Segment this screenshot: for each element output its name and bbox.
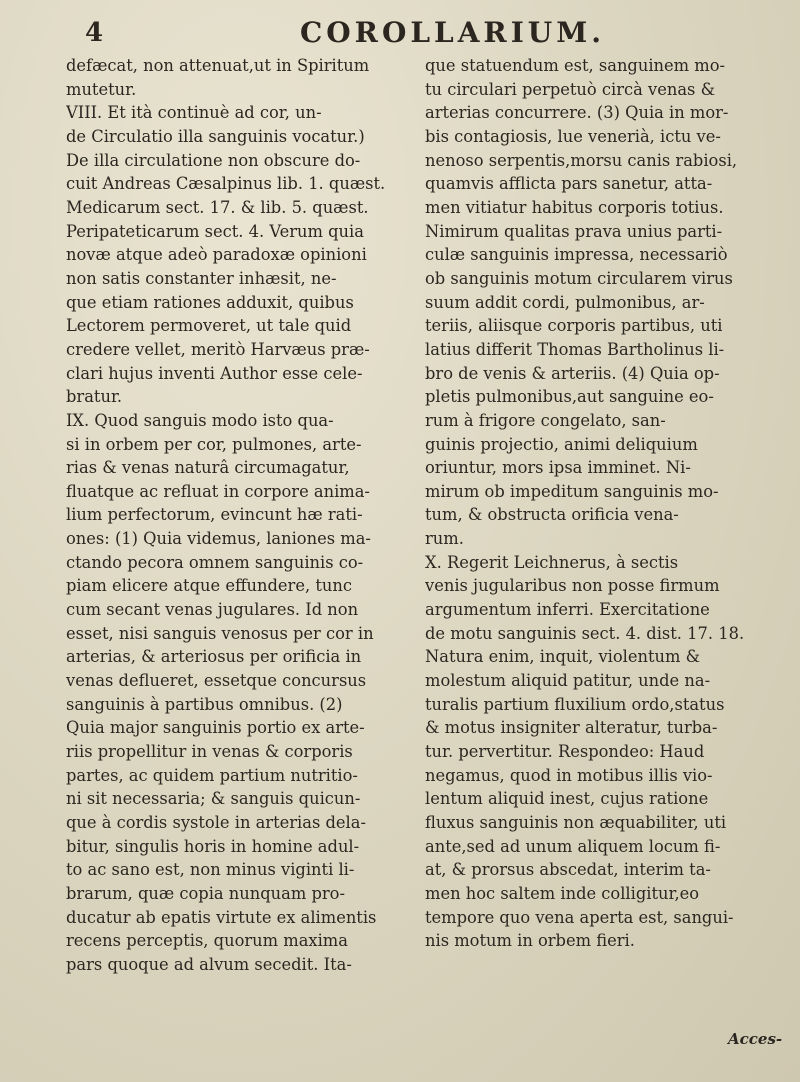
text-line: rum à frigore congelato, san- — [425, 410, 666, 430]
text-line: brarum, quæ copia nunquam pro- — [66, 883, 345, 903]
text-line: piam elicere atque effundere, tunc — [66, 576, 352, 596]
text-line: teriis, aliisque corporis partibus, uti — [425, 316, 723, 336]
text-line: ni sit necessaria; & sanguis quicun- — [66, 789, 361, 809]
text-line: men hoc saltem inde colligitur,eo — [425, 883, 700, 903]
text-line: tu circulari perpetuò circà venas & — [425, 79, 716, 99]
text-line: defæcat, non attenuat,ut in Spiritum — [66, 56, 370, 75]
text-line: Peripateticarum sect. 4. Verum quia — [66, 221, 364, 241]
text-line: bitur, singulis horis in homine adul- — [66, 836, 360, 856]
text-line: ones: (1) Quia videmus, laniones ma- — [66, 529, 371, 549]
text-line: & motus insigniter alteratur, turba- — [425, 718, 718, 738]
text-line: fluatque ac refluat in corpore anima- — [66, 481, 370, 501]
text-line: negamus, quod in motibus illis vio- — [425, 765, 713, 785]
text-line: turalis partium fluxilium ordo,status — [425, 694, 725, 714]
text-line: tum, & obstructa orificia vena- — [425, 505, 679, 525]
text-line: recens perceptis, quorum maxima — [66, 931, 348, 951]
text-line: lium perfectorum, evincunt hæ rati- — [66, 505, 363, 525]
text-line: que à cordis systole in arterias dela- — [66, 813, 366, 832]
text-line: que statuendum est, sanguinem mo- — [425, 56, 726, 75]
text-line: de Circulatio illa sanguinis vocatur.) — [66, 126, 365, 146]
text-line: nenoso serpentis,morsu canis rabiosi, — [425, 150, 738, 170]
text-line: bro de venis & arteriis. (4) Quia op- — [425, 363, 720, 383]
text-line: argumentum inferri. Exercitatione — [425, 600, 710, 620]
text-line: ctando pecora omnem sanguinis co- — [66, 552, 364, 572]
text-line: bratur. — [66, 387, 123, 407]
text-line: arterias, & arteriosus per orificia in — [66, 647, 362, 667]
text-line: venas deflueret, essetque concursus — [66, 671, 367, 691]
text-line: novæ atque adeò paradoxæ opinioni — [66, 245, 367, 265]
text-line: de motu sanguinis sect. 4. dist. 17. 18. — [425, 623, 745, 643]
text-line: to ac sano est, non minus viginti li- — [66, 860, 355, 880]
text-line: cum secant venas jugulares. Id non — [66, 600, 359, 620]
text-line: partes, ac quidem partium nutritio- — [66, 765, 358, 785]
text-line: men vitiatur habitus corporis totius. — [425, 197, 724, 217]
text-line: riis propellitur in venas & corporis — [66, 742, 353, 762]
text-line: pletis pulmonibus,aut sanguine eo- — [425, 387, 714, 407]
text-line: nis motum in orbem fieri. — [425, 931, 635, 951]
text-line: culæ sanguinis impressa, necessariò — [425, 245, 728, 265]
running-head: COROLLARIUM. — [300, 16, 605, 49]
text-line: clari hujus inventi Author esse cele- — [66, 363, 363, 383]
text-line: arterias concurrere. (3) Quia in mor- — [425, 103, 729, 123]
catchword: Acces- — [728, 1030, 783, 1048]
text-line: fluxus sanguinis non æquabiliter, uti — [425, 813, 727, 832]
text-line: Nimirum qualitas prava unius parti- — [425, 221, 723, 241]
text-line: suum addit cordi, pulmonibus, ar- — [425, 292, 705, 312]
text-line: bis contagiosis, lue venerià, ictu ve- — [425, 126, 721, 146]
text-line: quamvis afflicta pars sanetur, atta- — [425, 174, 713, 194]
text-line: esset, nisi sanguis venosus per cor in — [66, 623, 374, 643]
text-line: si in orbem per cor, pulmones, arte- — [66, 434, 362, 454]
text-line: mirum ob impeditum sanguinis mo- — [425, 481, 719, 501]
page-number: 4 — [85, 18, 104, 48]
text-line: De illa circulatione non obscure do- — [66, 150, 361, 170]
left-text-column — [66, 54, 394, 977]
text-line: venis jugularibus non posse firmum — [425, 576, 720, 596]
text-line: mutetur. — [66, 79, 137, 99]
text-line: cuit Andreas Cæsalpinus lib. 1. quæst. — [66, 174, 386, 194]
text-line: Quia major sanguinis portio ex arte- — [66, 718, 365, 738]
text-line: credere vellet, meritò Harvæus præ- — [66, 339, 370, 359]
text-line: molestum aliquid patitur, unde na- — [425, 671, 711, 691]
text-line: VIII. Et ità continuè ad cor, un- — [66, 103, 322, 123]
text-line: guinis projectio, animi deliquium — [425, 434, 698, 454]
text-line: IX. Quod sanguis modo isto qua- — [66, 410, 334, 430]
text-line: ante,sed ad unum aliquem locum fi- — [425, 836, 721, 856]
text-line: Medicarum sect. 17. & lib. 5. quæst. — [66, 197, 369, 217]
text-line: ob sanguinis motum circularem virus — [425, 268, 733, 288]
text-line: Natura enim, inquit, violentum & — [425, 647, 701, 667]
text-line: ducatur ab epatis virtute ex alimentis — [66, 907, 377, 927]
text-line: rias & venas naturâ circumagatur, — [66, 458, 350, 478]
text-line: pars quoque ad alvum secedit. Ita- — [66, 954, 352, 974]
text-line: sanguinis à partibus omnibus. (2) — [66, 694, 343, 714]
text-line: que etiam rationes adduxit, quibus — [66, 292, 354, 312]
text-line: X. Regerit Leichnerus, à sectis — [425, 552, 679, 572]
text-line: rum. — [425, 529, 464, 549]
text-line: tempore quo vena aperta est, sangui- — [425, 907, 734, 927]
right-text-column — [425, 54, 773, 953]
text-line: latius differit Thomas Bartholinus li- — [425, 339, 725, 359]
text-line: non satis constanter inhæsit, ne- — [66, 268, 337, 288]
text-line: lentum aliquid inest, cujus ratione — [425, 789, 709, 809]
text-line: tur. pervertitur. Respondeo: Haud — [425, 742, 705, 762]
text-line: oriuntur, mors ipsa imminet. Ni- — [425, 458, 691, 478]
text-line: Lectorem permoveret, ut tale quid — [66, 316, 352, 336]
text-line: at, & prorsus abscedat, interim ta- — [425, 860, 711, 880]
